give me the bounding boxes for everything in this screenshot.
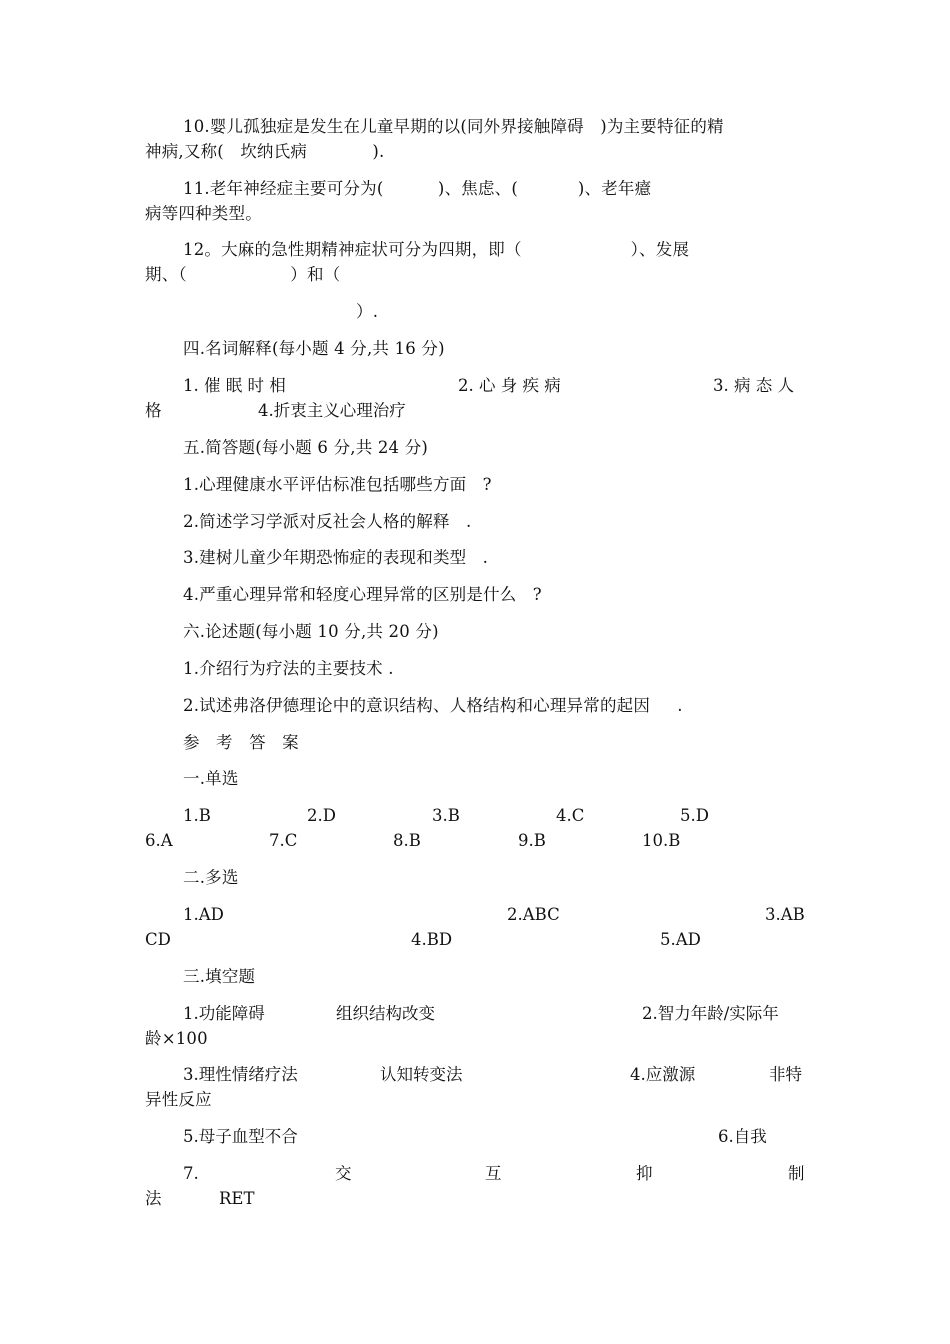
- answer-item: CD: [145, 930, 171, 949]
- answer-item: 5.母子血型不合: [183, 1127, 298, 1146]
- answer-item: 1.B: [183, 806, 211, 825]
- answer-item: 10.B: [642, 831, 681, 850]
- answers-title: 参 考 答 案: [183, 733, 299, 752]
- answer-item: 2.智力年龄/实际年: [642, 1004, 779, 1023]
- section5-title: 五.简答题(每小题 6 分,共 24 分): [183, 438, 429, 457]
- q11-line2: 病等四种类型。: [145, 204, 262, 223]
- answer-item: 6.自我: [718, 1127, 767, 1146]
- answer-item: 3.B: [432, 806, 460, 825]
- answer-char: 法: [145, 1189, 162, 1208]
- q12-line2: 期、（ ）和（: [145, 265, 341, 284]
- answer-item: 7.: [183, 1164, 199, 1183]
- answer-item: 组织结构改变: [336, 1004, 435, 1023]
- q12-line1: 12。大麻的急性期精神症状可分为四期，即（ ）、发展: [183, 240, 690, 259]
- answer-item: RET: [219, 1189, 255, 1208]
- answer-item: 2.D: [307, 806, 336, 825]
- answer-item: 4.C: [556, 806, 585, 825]
- answer-item: 2.ABC: [507, 905, 560, 924]
- q11-line1: 11.老年神经症主要可分为( )、焦虑、( )、老年癔: [183, 179, 652, 198]
- answer-item: 4.BD: [411, 930, 453, 949]
- answers-fill-row1-cont: 龄×100: [145, 1029, 208, 1048]
- answer-item: 5.AD: [660, 930, 701, 949]
- answer-item: 1.AD: [183, 905, 224, 924]
- section5-item: 2.简述学习学派对反社会人格的解释 .: [183, 512, 472, 531]
- answer-item: 5.D: [680, 806, 709, 825]
- term-item: 3. 病 态 人: [713, 376, 794, 395]
- answers-fill-title: 三.填空题: [183, 967, 256, 986]
- q12-line3: ）.: [356, 302, 379, 321]
- term-item: 4.折衷主义心理治疗: [258, 401, 406, 420]
- answer-item: 3.理性情绪疗法: [183, 1065, 298, 1084]
- section6-item: 2.试述弗洛伊德理论中的意识结构、人格结构和心理异常的起因 .: [183, 696, 683, 715]
- answer-char: 制: [788, 1164, 805, 1183]
- term-item-cont: 格: [145, 401, 162, 420]
- term-item: 2. 心 身 疾 病: [458, 376, 561, 395]
- answer-char: 交: [335, 1164, 352, 1183]
- answers-fill-row4-cont: [145, 1189, 807, 1269]
- answer-item: 7.C: [269, 831, 298, 850]
- section4-title: 四.名词解释(每小题 4 分,共 16 分): [183, 339, 445, 358]
- answer-item: 3.AB: [765, 905, 805, 924]
- section5-item: 4.严重心理异常和轻度心理异常的区别是什么 ?: [183, 585, 542, 604]
- term-item: 1. 催 眠 时 相: [183, 376, 286, 395]
- answer-char: 抑: [636, 1164, 653, 1183]
- answer-char: 互: [485, 1164, 502, 1183]
- answer-item: 4.应激源: [630, 1065, 696, 1084]
- answers-fill-row2-cont: 异性反应: [145, 1090, 212, 1109]
- answer-item: 8.B: [393, 831, 421, 850]
- q10-line2: 神病,又称( 坎纳氏病 ).: [145, 142, 385, 161]
- answer-item: 9.B: [518, 831, 546, 850]
- section6-item: 1.介绍行为疗法的主要技术 .: [183, 659, 394, 678]
- answer-item: 1.功能障碍: [183, 1004, 265, 1023]
- answer-item: 认知转变法: [380, 1065, 463, 1084]
- answer-item: 6.A: [145, 831, 173, 850]
- section5-item: 3.建树儿童少年期恐怖症的表现和类型 .: [183, 548, 489, 567]
- answer-item: 非特: [769, 1065, 802, 1084]
- q10-line1: 10.婴儿孤独症是发生在儿童早期的以(同外界接触障碍 )为主要特征的精: [183, 117, 724, 136]
- answers-multi-title: 二.多选: [183, 868, 239, 887]
- section5-item: 1.心理健康水平评估标准包括哪些方面 ?: [183, 475, 492, 494]
- section6-title: 六.论述题(每小题 10 分,共 20 分): [183, 622, 439, 641]
- answers-single-title: 一.单选: [183, 769, 239, 788]
